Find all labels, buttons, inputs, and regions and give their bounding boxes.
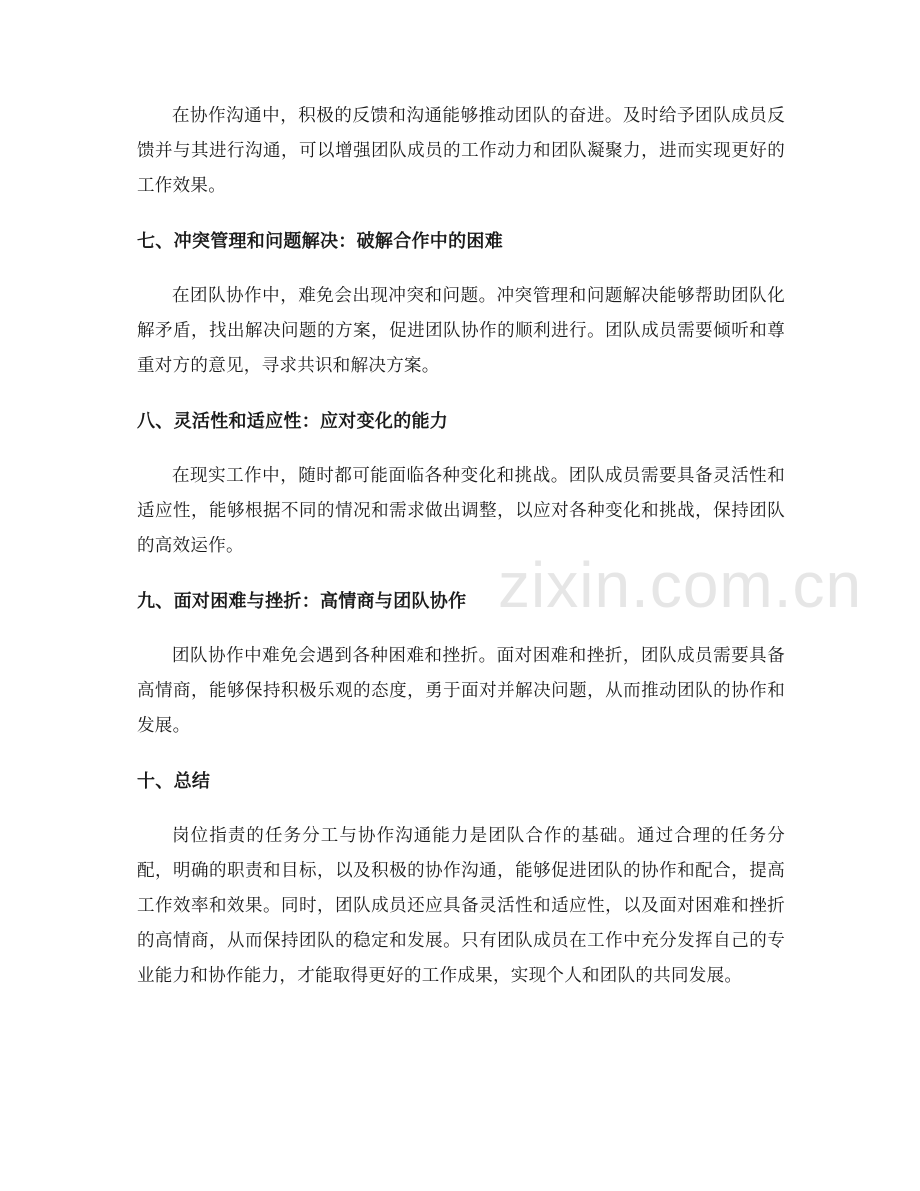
section-9-paragraph: 团队协作中难免会遇到各种困难和挫折。面对困难和挫折，团队成员需要具备高情商，能够保持积极乐观的态度，勇于面对并解决问题，从而推动团队的协作和发展。 [137, 646, 785, 736]
section-8-heading: 八、灵活性和适应性：应对变化的能力 [137, 411, 449, 432]
intro-paragraph: 在协作沟通中，积极的反馈和沟通能够推动团队的奋进。及时给予团队成员反馈并与其进行沟通，可以增强团队成员的工作动力和团队凝聚力，进而实现更好的工作效果。 [137, 106, 785, 196]
section-9-heading: 九、面对困难与挫折：高情商与团队协作 [137, 591, 467, 612]
section-7-heading: 七、冲突管理和问题解决：破解合作中的困难 [137, 231, 503, 252]
document-body [137, 99, 785, 994]
section-10-heading: 十、总结 [137, 771, 211, 792]
section-7-paragraph: 在团队协作中，难免会出现冲突和问题。冲突管理和问题解决能够帮助团队化解矛盾，找出解决问题的方案，促进团队协作的顺利进行。团队成员需要倾听和尊重对方的意见，寻求共识和解决方案。 [137, 286, 785, 376]
section-8-paragraph: 在现实工作中，随时都可能面临各种变化和挑战。团队成员需要具备灵活性和适应性，能够根据不同的情况和需求做出调整，以应对各种变化和挑战，保持团队的高效运作。 [137, 466, 785, 556]
watermark: zixin.com.cn [498, 549, 863, 621]
section-10-paragraph: 岗位指责的任务分工与协作沟通能力是团队合作的基础。通过合理的任务分配，明确的职责和目标，以及积极的协作沟通，能够促进团队的协作和配合，提高工作效率和效果。同时，团队成员还应具备灵活性和适应性，以及面对困难和挫折的高情商，从而保持团队的稳定和发展。只有团队成员在工作中充分发挥自己的专业能力和协作能力，才能取得更好的工作成果，实现个人和团队的共同发展。 [137, 826, 785, 986]
